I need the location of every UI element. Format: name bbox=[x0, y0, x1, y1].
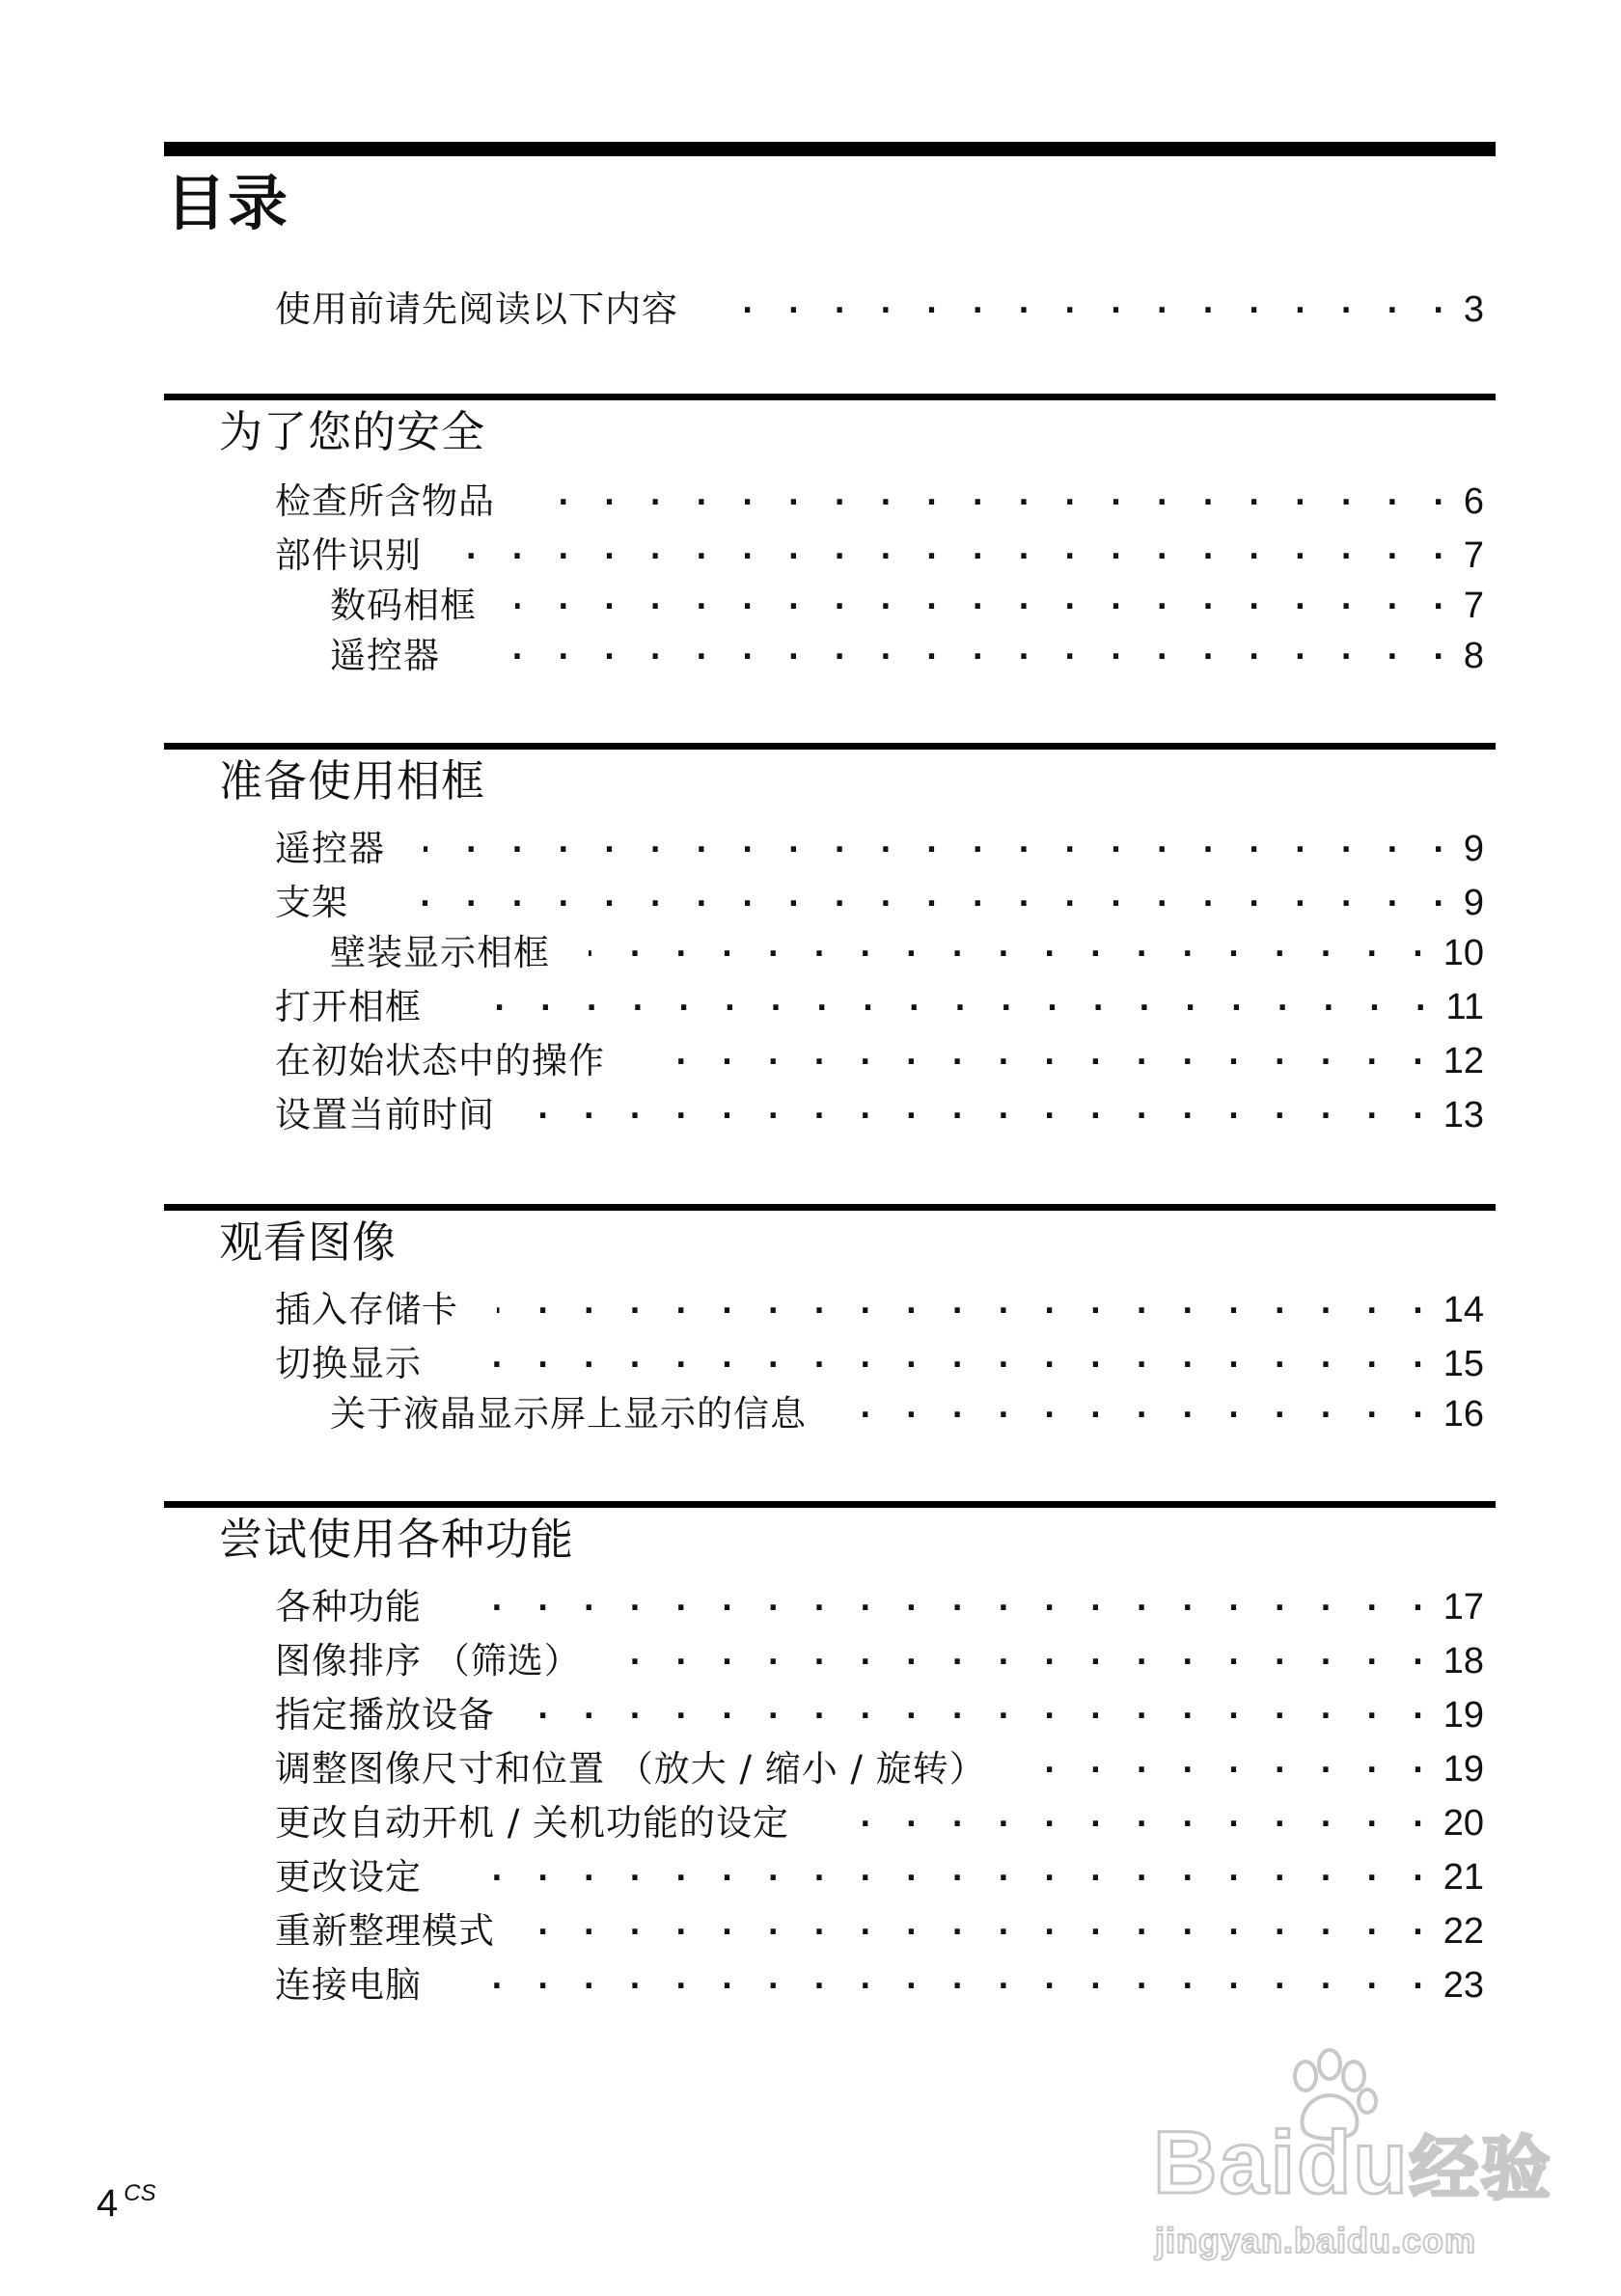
toc-entry[interactable] bbox=[275, 876, 1484, 926]
toc-entry-label: 插入存储卡 bbox=[275, 1289, 458, 1330]
toc-entry-page: 18 bbox=[1442, 1641, 1484, 1681]
toc-entry[interactable] bbox=[275, 1634, 1484, 1684]
toc-entry-label: 更改设定 bbox=[275, 1856, 422, 1898]
dot-leader bbox=[515, 579, 1452, 617]
toc-entry[interactable] bbox=[275, 1904, 1484, 1954]
toc-entry-label: 数码相框 bbox=[330, 585, 477, 626]
toc-entry-page: 10 bbox=[1442, 933, 1484, 973]
toc-entry-page: 19 bbox=[1442, 1749, 1484, 1790]
toc-entry-page: 7 bbox=[1463, 535, 1484, 576]
toc-subentry[interactable] bbox=[330, 1387, 1484, 1437]
toc-entry-label: 指定播放设备 bbox=[275, 1694, 495, 1736]
dot-leader bbox=[1025, 1742, 1432, 1781]
dot-leader bbox=[460, 1850, 1432, 1889]
dot-leader bbox=[460, 1337, 1432, 1376]
toc-entry-label: 图像排序 （筛选） bbox=[275, 1640, 581, 1681]
dot-leader bbox=[589, 926, 1432, 965]
dot-leader bbox=[717, 283, 1452, 321]
dot-leader bbox=[644, 1034, 1432, 1073]
dot-leader bbox=[387, 876, 1452, 915]
toc-entry[interactable] bbox=[275, 1580, 1484, 1630]
toc-entry-preface[interactable] bbox=[275, 283, 1484, 333]
section-rule bbox=[164, 1501, 1496, 1508]
dot-leader bbox=[534, 1088, 1432, 1127]
toc-entry-page: 7 bbox=[1463, 586, 1484, 626]
watermark-url: jingyan.baidu.com bbox=[1155, 2221, 1477, 2260]
toc-entry[interactable] bbox=[275, 1958, 1484, 2009]
toc-entry-label: 壁装显示相框 bbox=[330, 932, 550, 973]
toc-entry-page: 19 bbox=[1442, 1695, 1484, 1736]
toc-entry-label: 打开相框 bbox=[275, 986, 422, 1027]
toc-entry-page: 9 bbox=[1463, 883, 1484, 923]
toc-entry-page: 12 bbox=[1442, 1041, 1484, 1081]
dot-leader bbox=[424, 822, 1452, 861]
section-rule bbox=[164, 394, 1496, 400]
top-rule bbox=[164, 142, 1496, 156]
toc-entry-page: 8 bbox=[1463, 636, 1484, 676]
dot-leader bbox=[460, 1958, 1432, 1997]
toc-entry[interactable] bbox=[275, 822, 1484, 872]
toc-entry[interactable] bbox=[275, 980, 1484, 1030]
toc-entry-label: 使用前请先阅读以下内容 bbox=[275, 288, 678, 330]
toc-entry[interactable] bbox=[275, 1283, 1484, 1333]
toc-entry-label: 各种功能 bbox=[275, 1586, 422, 1627]
section-rule bbox=[164, 1204, 1496, 1211]
page-title: 目录 bbox=[166, 168, 290, 238]
toc-subentry[interactable] bbox=[330, 579, 1484, 629]
toc-entry-page: 13 bbox=[1442, 1095, 1484, 1135]
section-title[interactable]: 准备使用相框 bbox=[219, 755, 486, 806]
toc-entry-label: 部件识别 bbox=[275, 534, 422, 576]
toc-entry[interactable] bbox=[275, 1688, 1484, 1738]
dot-leader bbox=[460, 1580, 1432, 1619]
section-rule bbox=[164, 743, 1496, 750]
dot-leader bbox=[828, 1796, 1432, 1835]
toc-subentry[interactable] bbox=[330, 629, 1484, 679]
section-title[interactable]: 尝试使用各种功能 bbox=[219, 1514, 575, 1565]
dot-leader bbox=[460, 529, 1452, 567]
toc-entry[interactable] bbox=[275, 1088, 1484, 1138]
toc-entry-page: 20 bbox=[1442, 1803, 1484, 1844]
section-title[interactable]: 为了您的安全 bbox=[219, 406, 486, 457]
toc-entry[interactable] bbox=[275, 1742, 1484, 1792]
toc-entry-page: 11 bbox=[1445, 987, 1484, 1027]
dot-leader bbox=[497, 1283, 1432, 1322]
toc-entry[interactable] bbox=[275, 1796, 1484, 1846]
toc-entry[interactable] bbox=[275, 1850, 1484, 1900]
toc-entry[interactable] bbox=[275, 529, 1484, 579]
toc-entry-page: 23 bbox=[1442, 1965, 1484, 2006]
toc-entry-label: 连接电脑 bbox=[275, 1964, 422, 2006]
dot-leader bbox=[479, 629, 1452, 668]
toc-entry-page: 22 bbox=[1442, 1911, 1484, 1952]
toc-entry-page: 14 bbox=[1442, 1290, 1484, 1330]
toc-entry-label: 检查所含物品 bbox=[275, 480, 495, 522]
toc-entry[interactable] bbox=[275, 475, 1484, 525]
language-code: CS bbox=[124, 2180, 156, 2206]
toc-entry[interactable] bbox=[275, 1337, 1484, 1387]
toc-entry-page: 17 bbox=[1442, 1587, 1484, 1627]
toc-entry-page: 3 bbox=[1463, 289, 1484, 330]
toc-entry-page: 21 bbox=[1442, 1857, 1484, 1898]
toc-entry-label: 设置当前时间 bbox=[275, 1094, 495, 1135]
dot-leader bbox=[845, 1387, 1432, 1426]
toc-entry-label: 在初始状态中的操作 bbox=[275, 1040, 605, 1081]
toc-entry-page: 15 bbox=[1442, 1344, 1484, 1384]
toc-entry-label: 切换显示 bbox=[275, 1343, 422, 1384]
dot-leader bbox=[619, 1634, 1432, 1673]
page-number: 4 bbox=[96, 2182, 119, 2225]
baidu-jingyan-watermark bbox=[1153, 2045, 1552, 2260]
toc-entry[interactable] bbox=[275, 1034, 1484, 1084]
dot-leader bbox=[534, 1688, 1432, 1727]
toc-entry-label: 遥控器 bbox=[330, 635, 440, 676]
toc-entry-label: 更改自动开机 / 关机功能的设定 bbox=[275, 1802, 789, 1844]
section-title[interactable]: 观看图像 bbox=[219, 1216, 398, 1268]
toc-entry-page: 6 bbox=[1463, 481, 1484, 522]
toc-entry-page: 16 bbox=[1442, 1394, 1484, 1435]
watermark-brand: Baidu经验 bbox=[1153, 2114, 1552, 2212]
toc-entry-label: 调整图像尺寸和位置 （放大 / 缩小 / 旋转） bbox=[275, 1748, 986, 1790]
toc-subentry[interactable] bbox=[330, 926, 1484, 976]
toc-entry-label: 支架 bbox=[275, 882, 348, 923]
toc-entry-label: 遥控器 bbox=[275, 828, 385, 869]
dot-leader bbox=[460, 980, 1435, 1019]
dot-leader bbox=[534, 475, 1452, 513]
dot-leader bbox=[534, 1904, 1432, 1943]
toc-entry-label: 重新整理模式 bbox=[275, 1910, 495, 1952]
toc-entry-page: 9 bbox=[1463, 829, 1484, 869]
toc-entry-label: 关于液晶显示屏上显示的信息 bbox=[330, 1393, 807, 1435]
page-folio bbox=[96, 2182, 156, 2226]
